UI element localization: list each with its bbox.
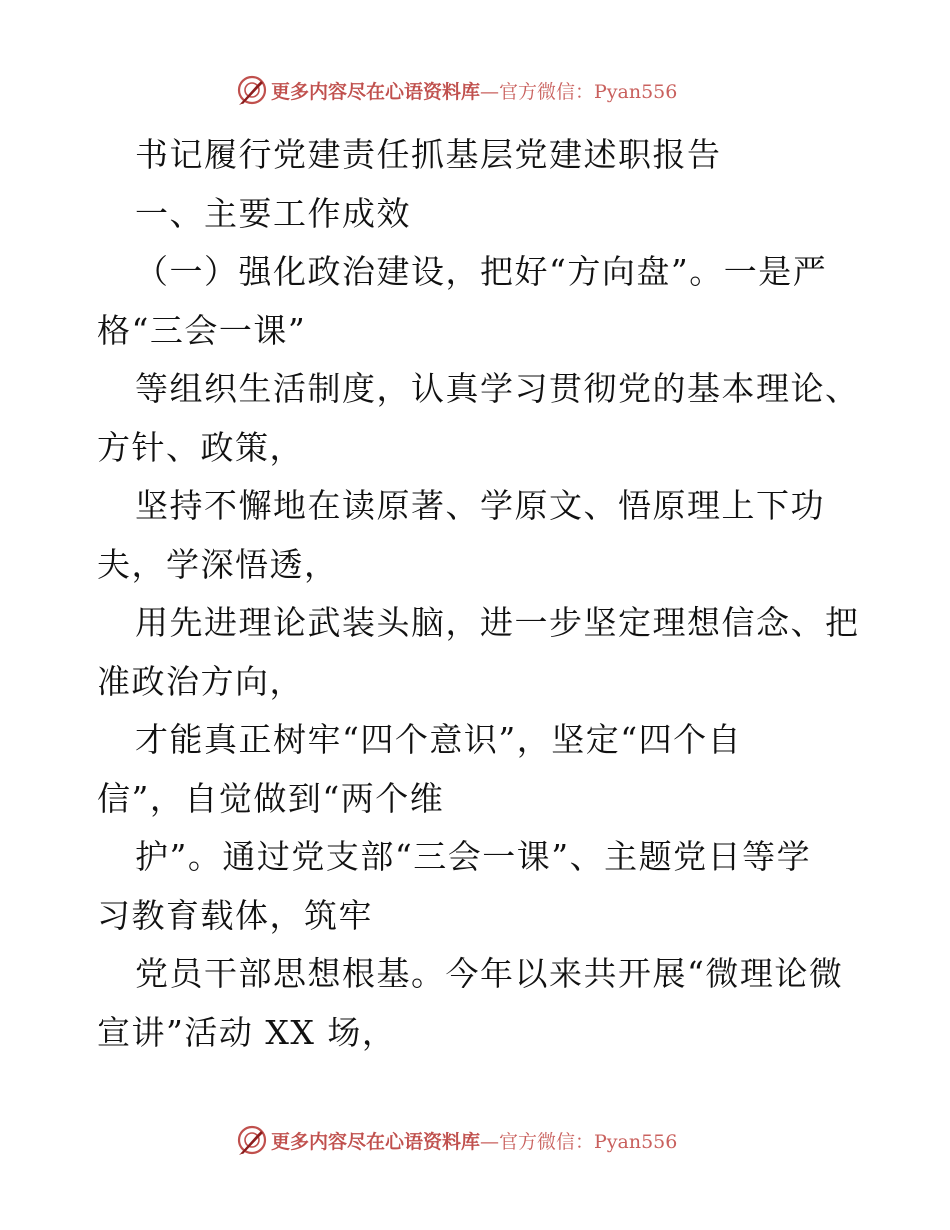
paragraph-line: 准政治方向，	[97, 661, 304, 701]
pen-logo-icon	[235, 1123, 269, 1157]
watermark-footer	[235, 1120, 677, 1160]
paragraph-line: 才能真正树牢“四个意识”，坚定“四个自	[135, 720, 743, 759]
paragraph-line: 护”。通过党支部“三会一课”、主题党日等学	[135, 837, 812, 876]
paragraph-line: 等组织生活制度，认真学习贯彻党的基本理论、	[135, 369, 860, 408]
watermark-contact: —官方微信：Pyan556	[480, 80, 678, 103]
document-title: 书记履行党建责任抓基层党建述职报告	[135, 135, 722, 174]
document-body	[97, 126, 860, 1062]
paragraph-line: 党员干部思想根基。今年以来共开展“微理论微	[135, 954, 844, 993]
paragraph-line: 格“三会一课”	[97, 310, 307, 350]
watermark-brand: 更多内容尽在心语资料库	[271, 80, 481, 103]
paragraph-line: 用先进理论武装头脑，进一步坚定理想信念、把	[135, 603, 860, 642]
paragraph-line: （一）强化政治建设，把好“方向盘”。一是严	[135, 252, 828, 291]
pen-logo-icon	[235, 73, 269, 107]
paragraph-line: 方针、政策，	[97, 427, 304, 467]
watermark-text	[271, 1127, 677, 1154]
paragraph-line: 习教育载体，筑牢	[97, 895, 373, 935]
section-heading: 一、主要工作成效	[135, 193, 411, 233]
watermark-text	[271, 77, 677, 104]
watermark-header	[235, 70, 677, 110]
watermark-brand: 更多内容尽在心语资料库	[271, 1130, 481, 1153]
paragraph-line: 坚持不懈地在读原著、学原文、悟原理上下功	[135, 486, 825, 525]
paragraph-line: 夫，学深悟透，	[97, 544, 339, 584]
watermark-contact: —官方微信：Pyan556	[480, 1130, 678, 1153]
paragraph-line: 信”，自觉做到“两个维	[97, 778, 445, 818]
paragraph-line: 宣讲”活动 XX 场，	[97, 1012, 397, 1052]
